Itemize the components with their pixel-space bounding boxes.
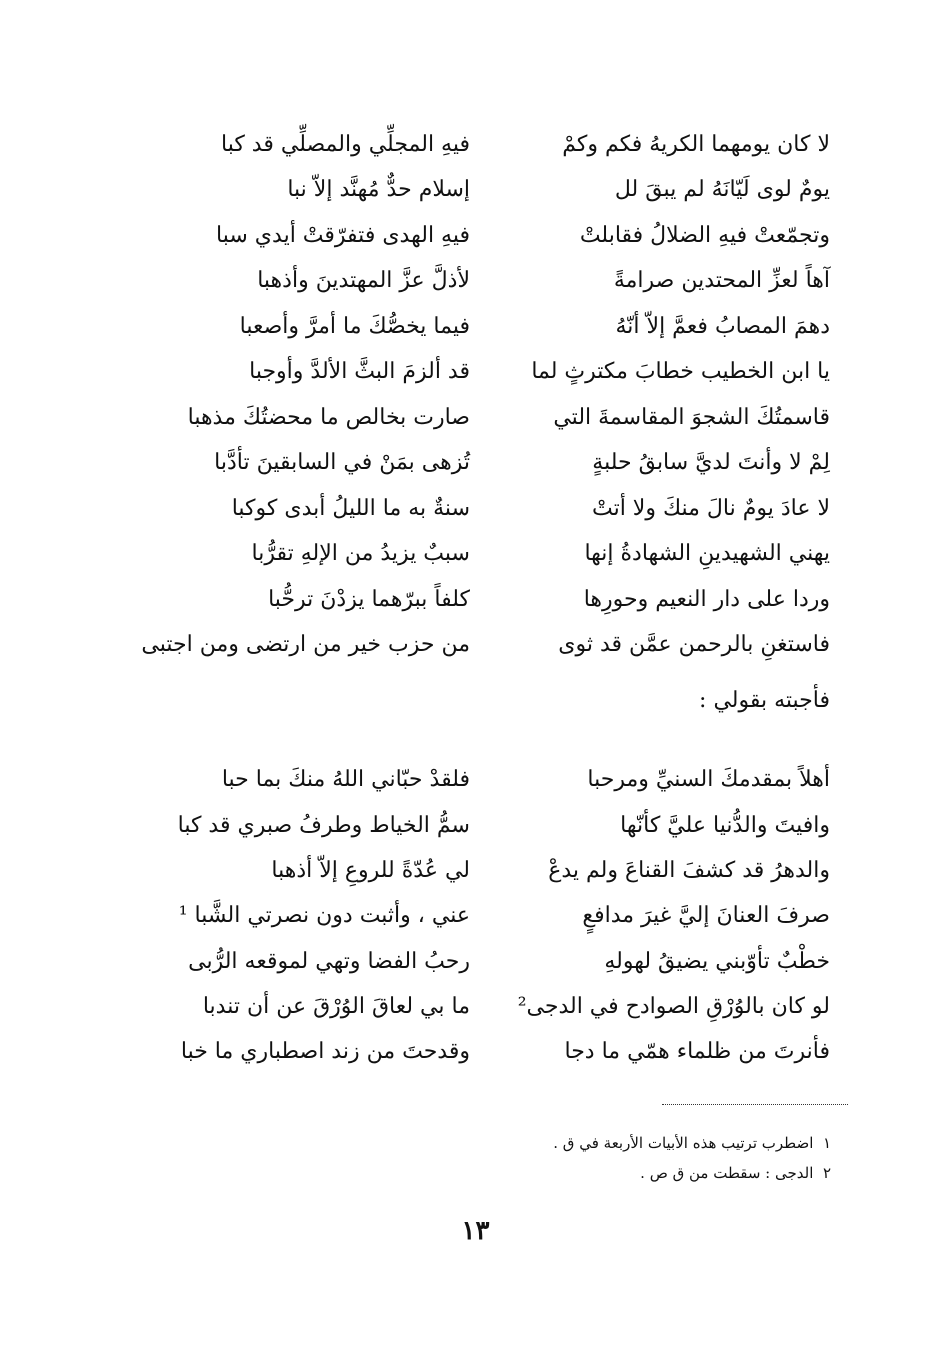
second-hemistich: من حزب خير من ارتضى ومن اجتبى xyxy=(141,632,470,658)
verse-line xyxy=(170,1030,830,1075)
verse-line xyxy=(170,803,830,848)
first-hemistich: فأنرتَ من ظلماء همّي ما دجا xyxy=(564,1039,830,1065)
verse-line xyxy=(170,168,830,214)
poem-stanza-reply xyxy=(170,758,830,1075)
footnote-number: ١ xyxy=(822,1134,831,1152)
footnote-item xyxy=(431,1158,831,1188)
verse-line xyxy=(170,984,830,1029)
verse-line xyxy=(170,939,830,984)
second-hemistich: فيهِ المجلِّي والمصلِّي قد كبا xyxy=(220,131,470,157)
first-hemistich: خطْبٌ تأوّبني يضيقُ لهولهِ xyxy=(604,948,830,974)
footnotes xyxy=(431,1128,831,1188)
verse-line xyxy=(170,849,830,894)
second-hemistich: لأذلَّ عزَّ المهتدينَ وأذهبا xyxy=(257,268,470,294)
footnote-number: ٢ xyxy=(822,1164,831,1182)
first-hemistich: لِمْ لا وأنتَ لديَّ سابقُ حلبةٍ xyxy=(592,450,830,476)
second-hemistich: صارت بخالص ما محضتُكَ مذهبا xyxy=(187,404,470,430)
first-hemistich: يهني الشهيدينِ الشهادةُ إنها xyxy=(584,541,830,567)
verse-line xyxy=(170,350,830,396)
first-hemistich: صرفَ العنانَ إليَّ غيرَ مدافعٍ xyxy=(582,903,830,929)
verse-line xyxy=(141,623,830,669)
second-hemistich: سببٌ يزيدُ من الإلهِ تقرُّبا xyxy=(251,541,470,567)
first-hemistich: يومٌ لوى لَيّانَهُ لم يبقَ لل xyxy=(614,177,830,203)
verse-line xyxy=(170,894,830,939)
poem-stanza-elegy xyxy=(141,122,830,668)
footnote-text: الدجى : سقطت من ق ص . xyxy=(640,1164,814,1182)
first-hemistich: لا كان يومهما الكريهُ فكم وكمْ xyxy=(562,131,830,157)
first-hemistich: لو كان بالوُرْقِ الصوادح في الدجى² xyxy=(517,993,830,1019)
verse-line xyxy=(170,259,830,305)
first-hemistich: يا ابن الخطيب خطابَ مكترثٍ لما xyxy=(531,359,830,385)
footnote-divider xyxy=(662,1104,848,1105)
verse-line xyxy=(170,532,830,578)
second-hemistich: تُزهى بمَنْ في السابقينَ تأدَّبا xyxy=(214,450,470,476)
second-hemistich: إسلام حدٌّ مُهنَّد إلاّ نبا xyxy=(287,177,470,203)
verse-line xyxy=(170,441,830,487)
first-hemistich: آهاً لعزِّ المحتدين صرامةً xyxy=(613,268,830,294)
second-hemistich: عني ، وأثبت دون نصرتي الشَّبا ¹ xyxy=(178,903,470,929)
first-hemistich: قاسمتُكَ الشجوَ المقاسمةَ التي xyxy=(553,404,830,430)
page-number: ١٣ xyxy=(461,1216,490,1246)
verse-line xyxy=(170,395,830,441)
second-hemistich: فلقدْ حبّاني اللهُ منكَ بما حبا xyxy=(221,767,470,793)
second-hemistich: لي عُدّةً للروعِ إلاّ أذهبا xyxy=(271,858,470,884)
second-hemistich: ما بي لعاقَ الوُرْقَ عن أن تندبا xyxy=(202,993,470,1019)
first-hemistich: وافيتَ والدُّنيا عليَّ كأنّها xyxy=(620,812,830,838)
answer-intro: فأجبته بقولي : xyxy=(699,688,830,713)
first-hemistich: وتجمّعتْ فيهِ الضلالُ فقابلتْ xyxy=(579,222,830,248)
footnote-item xyxy=(431,1128,831,1158)
verse-line xyxy=(170,758,830,803)
verse-line xyxy=(170,122,830,168)
second-hemistich: فيما يخصُّكَ ما أمرَّ وأصعبا xyxy=(239,313,470,339)
second-hemistich: سنةٌ به ما الليلُ أبدى كوكبا xyxy=(231,495,470,521)
first-hemistich: والدهرُ قد كشفَ القناعَ ولم يدعْ xyxy=(548,858,830,884)
first-hemistich: دهمَ المصابُ فعمَّ إلاّ أنّهُ xyxy=(615,313,830,339)
verse-line xyxy=(170,304,830,350)
first-hemistich: وردا على دار النعيم وحورِها xyxy=(583,586,830,612)
verse-line xyxy=(170,213,830,259)
verse-line xyxy=(170,577,830,623)
second-hemistich: كلفاً ببرّهما يزدْنَ ترحُّبا xyxy=(268,586,470,612)
footnote-text: اضطرب ترتيب هذه الأبيات الأربعة في ق . xyxy=(553,1134,814,1152)
first-hemistich: أهلاً بمقدمكَ السنيِّ ومرحبا xyxy=(587,767,830,793)
first-hemistich: فاستغنِ بالرحمن عمَّن قد ثوى xyxy=(558,632,830,658)
second-hemistich: رحبُ الفضا وتهي لموقعه الرُّبى xyxy=(188,948,470,974)
second-hemistich: قد ألزمَ البثَّ الألدَّ وأوجبا xyxy=(249,359,470,385)
second-hemistich: سمُّ الخياط وطرفُ صبري قد كبا xyxy=(177,812,470,838)
first-hemistich: لا عادَ يومٌ نالَ منكَ ولا أتتْ xyxy=(591,495,830,521)
verse-line xyxy=(170,486,830,532)
second-hemistich: فيهِ الهدى فتفرّقتْ أيدي سبا xyxy=(216,222,470,248)
second-hemistich: وقدحتَ من زند اصطباري ما خبا xyxy=(180,1039,470,1065)
